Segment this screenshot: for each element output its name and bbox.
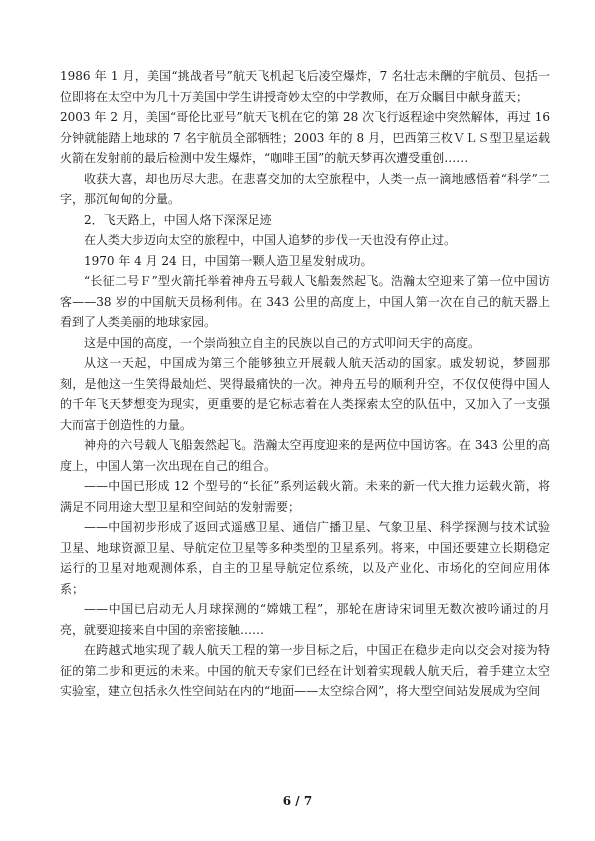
paragraph-3: 收获大喜，却也历尽大悲。在悲喜交加的太空旅程中，人类一点一滴地感悟着“科学”二字，那沉甸甸的分量。: [60, 171, 550, 206]
page-number: 6 / 7: [282, 794, 313, 808]
paragraph-7: “长征二号Ｆ”型火箭托举着神舟五号载人飞船轰然起飞。浩瀚太空迎来了第一位中国访客——38 岁的中国航天员杨利伟。在 343 公里的高度上，中国人第一次在自己的航天器上看到了人类美丽的地球家园。: [60, 274, 550, 329]
body-text: [60, 66, 550, 702]
paragraph-5: 在人类大步迈向太空的旅程中，中国人追梦的步伐一天也没有停止过。: [84, 233, 457, 247]
paragraph-8: 这是中国的高度，一个崇尚独立自主的民族以自己的方式叩问天宇的高度。: [84, 335, 481, 350]
paragraph-1: 1986 年 1 月，美国“挑战者号”航天飞机起飞后凌空爆炸，7 名壮志未酬的宇航员、包括一位即将在太空中为几十万美国中学生讲授奇妙太空的中学教师，在万众瞩目中献身蓝天；: [60, 69, 550, 104]
paragraph-10: 神舟的六号载人飞船轰然起飞。浩瀚太空再度迎来的是两位中国访客。在 343 公里的高度上，中国人第一次出现在自己的组合。: [60, 438, 550, 473]
paragraph-13: ——中国已启动无人月球探测的“嫦娥工程”，那轮在唐诗宋词里无数次被吟诵过的月亮，就要迎接来自中国的亲密接触……: [60, 602, 550, 637]
paragraph-11: ——中国已形成 12 个型号的“长征”系列运载火箭。未来的新一代大推力运载火箭，将满足不同用途大型卫星和空间站的发射需要；: [60, 479, 550, 514]
paragraph-6: 1970 年 4 月 24 日，中国第一颗人造卫星发射成功。: [84, 253, 373, 268]
paragraph-9: 从这一天起，中国成为第三个能够独立开展载人航天活动的国家。戚发轫说，梦圆那刻，是他这一生笑得最灿烂、哭得最痛快的一次。神舟五号的顺利升空，不仅仅使得中国人的千年飞天梦想变为现实，更重要的是它标志着在人类探索太空的队伍中，又加入了一支强大而富于创造性的力量。: [60, 356, 550, 432]
section-heading: 2．飞天路上，中国人烙下深深足迹: [84, 212, 272, 227]
paragraph-2: 2003 年 2 月，美国“哥伦比亚号”航天飞机在它的第 28 次飞行返程途中突然解体，再过 16 分钟就能踏上地球的 7 名宇航员全部牺牲；2003 年的 8 月，巴西第三枚ＶＬＳ型卫星运载火箭在发射前的最后检测中发生爆炸，“咖啡王国”的航天梦再次遭受重创……: [60, 110, 550, 165]
paragraph-14: 在跨越式地实现了载人航天工程的第一步目标之后，中国正在稳步走向以交会对接为特征的第二步和更远的未来。中国的航天专家们已经在计划着实现载人航天后，着手建立太空实验室，建立包括永久性空间站在内的“地面——太空综合网”，将大型空间站发展成为空间: [60, 643, 550, 698]
paragraph-12: ——中国初步形成了返回式遥感卫星、通信广播卫星、气象卫星、科学探测与技术试验卫星、地球资源卫星、导航定位卫星等多种类型的卫星系列。将来，中国还要建立长期稳定运行的卫星对地观测体系，自主的卫星导航定位系统，以及产业化、市场化的空间应用体系；: [60, 520, 550, 596]
